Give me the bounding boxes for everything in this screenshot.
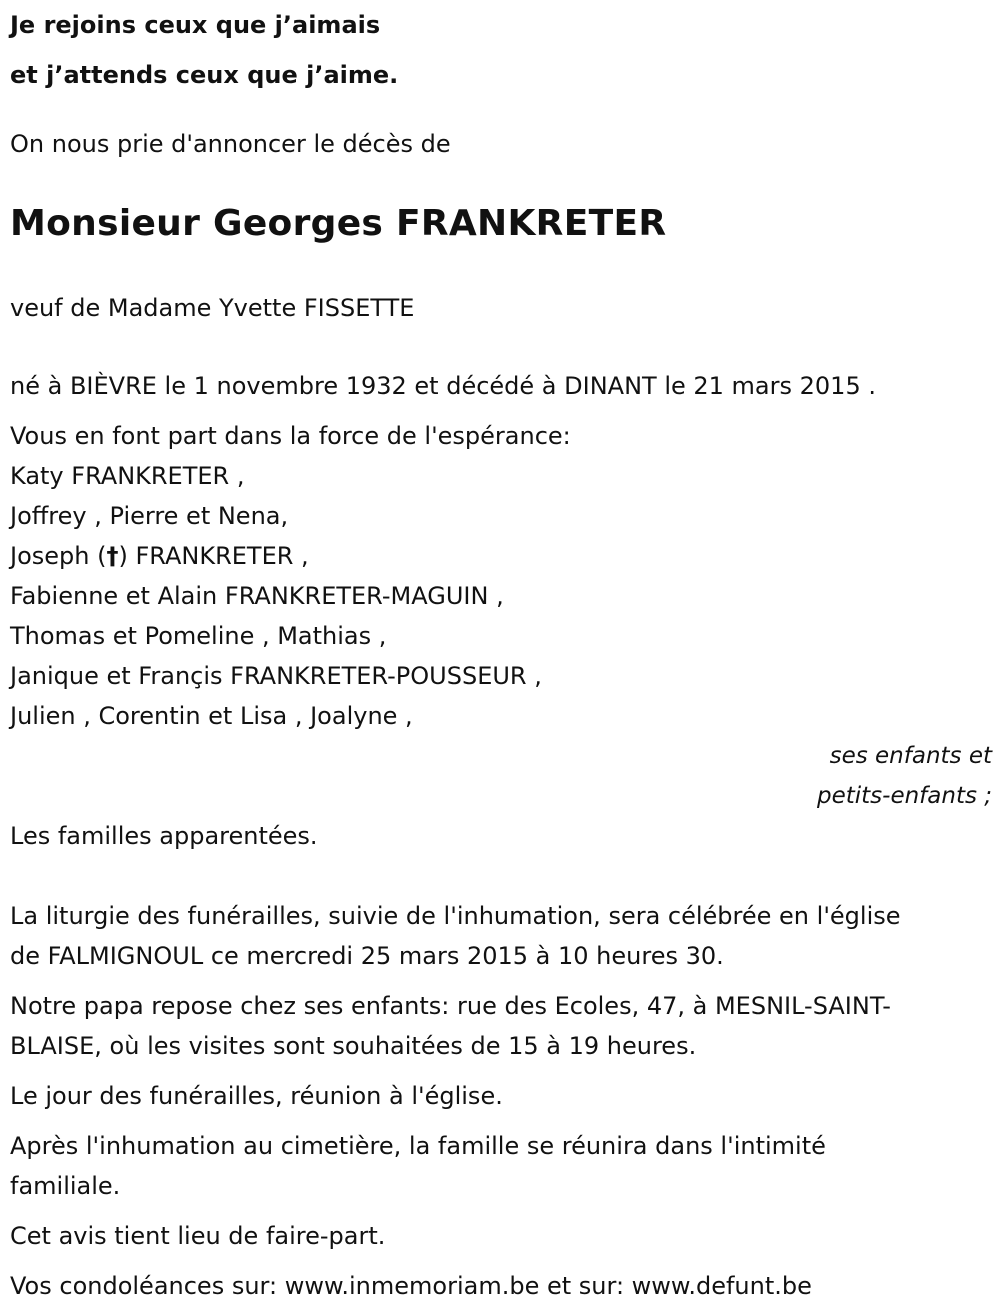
condolences-paragraph <box>10 1266 992 1306</box>
notice-paragraph <box>10 1216 992 1256</box>
widow-line: veuf de Madame Yvette FISSETTE <box>10 294 415 322</box>
roles-line-2: petits-enfants ; <box>816 783 992 809</box>
notice-line: Cet avis tient lieu de faire-part. <box>10 1222 386 1250</box>
family-line-prefix: Joseph ( <box>10 542 107 570</box>
related-families: Les familles apparentées. <box>10 822 318 850</box>
epigraph-line-2: et j’attends ceux que j’aime. <box>10 61 399 89</box>
liturgy-line-2: de FALMIGNOUL ce mercredi 25 mars 2015 à 10 heures 30. <box>10 942 724 970</box>
intro-text: On nous prie d'annoncer le décès de <box>10 130 451 158</box>
obituary-notice <box>10 0 992 1306</box>
announce-line: Vous en font part dans la force de l'espérance: <box>10 422 571 450</box>
deceased-name: Monsieur Georges FRANKRETER <box>10 203 667 244</box>
rest-line-2: BLAISE, où les visites sont souhaitées de 15 à 19 heures. <box>10 1032 697 1060</box>
family-line: Janique et Françis FRANKRETER-POUSSEUR , <box>10 662 542 690</box>
rest-line-1: Notre papa repose chez ses enfants: rue des Ecoles, 47, à MESNIL-SAINT- <box>10 992 891 1020</box>
after-paragraph <box>10 1126 992 1206</box>
meeting-paragraph <box>10 1076 992 1116</box>
liturgy-paragraph <box>10 896 992 976</box>
meeting-line: Le jour des funérailles, réunion à l'église. <box>10 1082 503 1110</box>
family-roles <box>10 736 992 816</box>
liturgy-line-1: La liturgie des funérailles, suivie de l'inhumation, sera célébrée en l'église <box>10 902 901 930</box>
family-list <box>10 456 992 736</box>
after-line-1: Après l'inhumation au cimetière, la famille se réunira dans l'intimité <box>10 1132 826 1160</box>
after-line-2: familiale. <box>10 1172 121 1200</box>
family-line: Joffrey , Pierre et Nena, <box>10 502 289 530</box>
roles-line-1: ses enfants et <box>829 743 992 769</box>
cross-icon: † <box>106 542 119 570</box>
family-line: Julien , Corentin et Lisa , Joalyne , <box>10 702 413 730</box>
family-line: Thomas et Pomeline , Mathias , <box>10 622 387 650</box>
condolences-line: Vos condoléances sur: www.inmemoriam.be et sur: www.defunt.be <box>10 1272 812 1300</box>
family-line: Katy FRANKRETER , <box>10 462 245 490</box>
rest-paragraph <box>10 986 992 1066</box>
family-line-suffix: ) FRANKRETER , <box>118 542 309 570</box>
family-line: Fabienne et Alain FRANKRETER-MAGUIN , <box>10 582 504 610</box>
epigraph <box>10 0 992 100</box>
birth-death-line: né à BIÈVRE le 1 novembre 1932 et décédé à DINANT le 21 mars 2015 . <box>10 372 876 400</box>
epigraph-line-1: Je rejoins ceux que j’aimais <box>10 11 381 39</box>
family-line <box>10 536 992 576</box>
